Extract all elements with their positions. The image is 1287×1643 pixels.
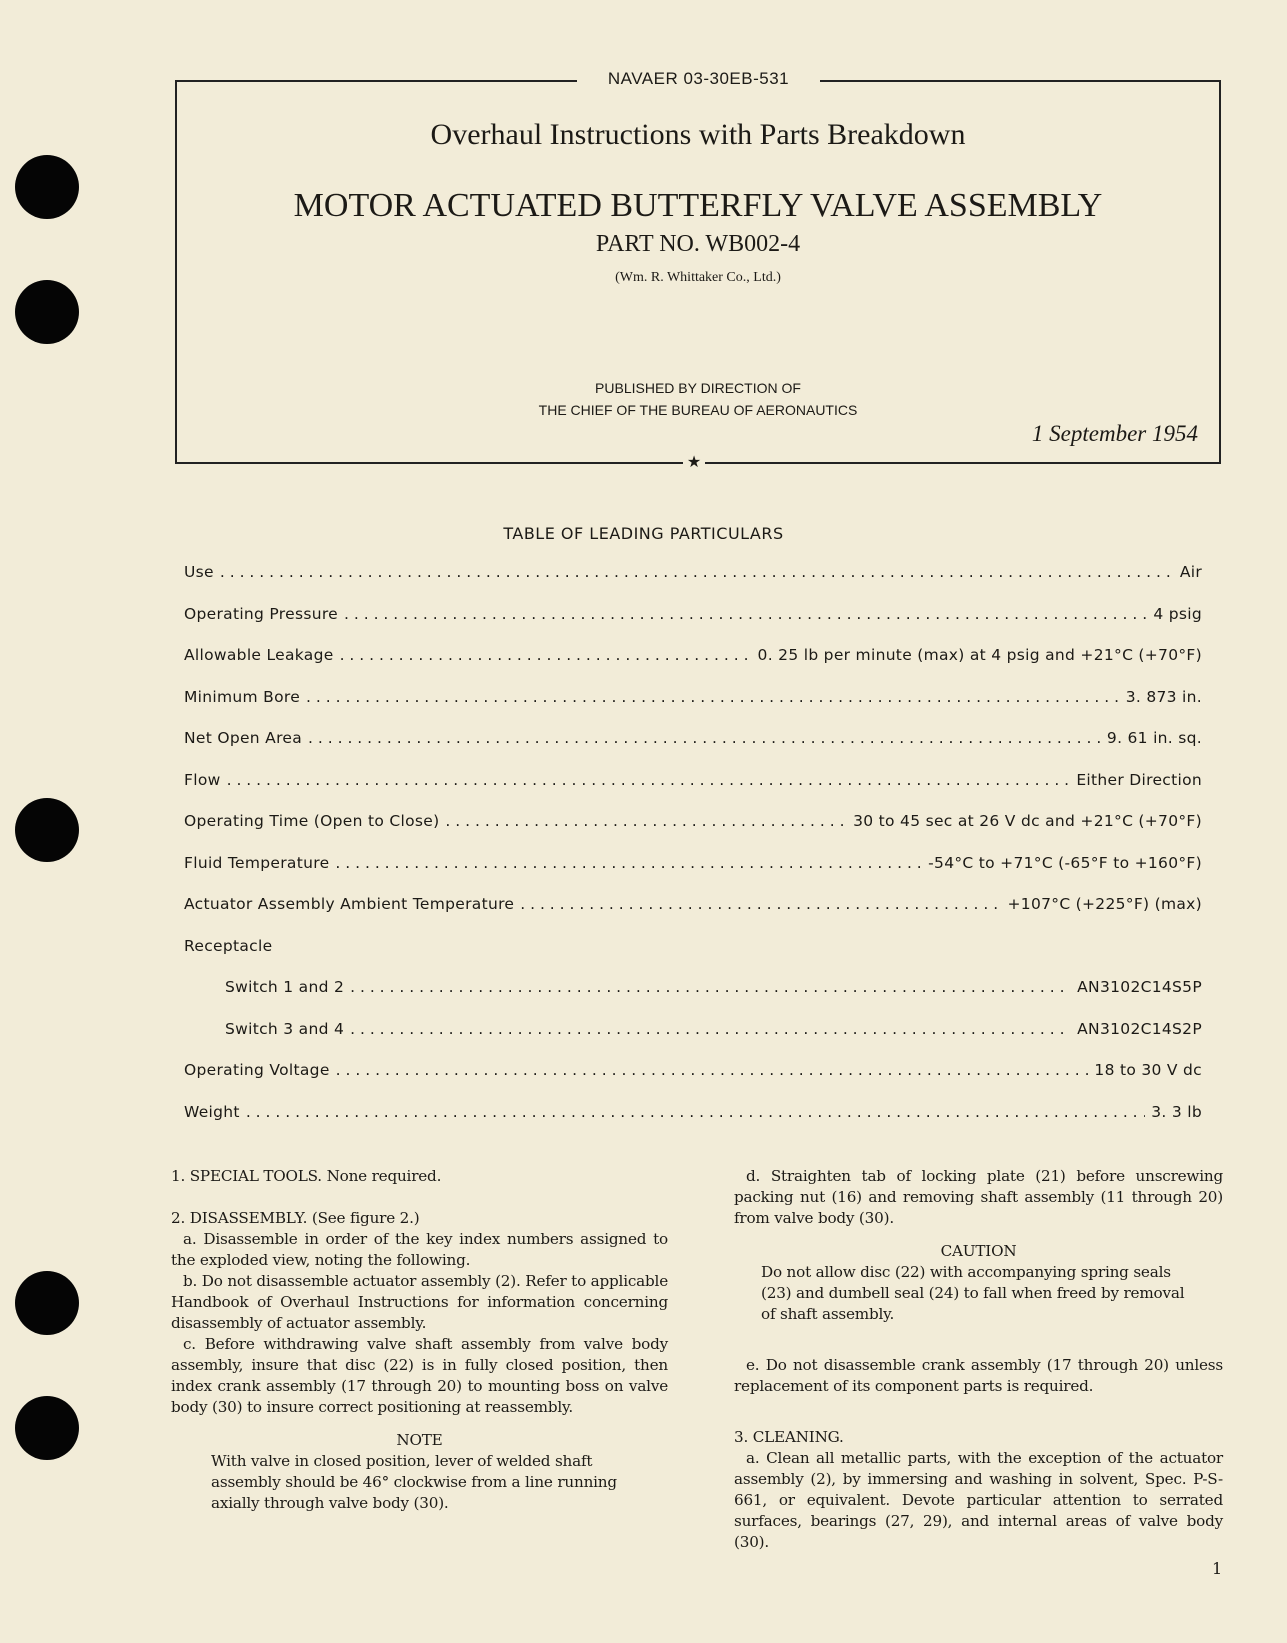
- publication-date: 1 September 1954: [1031, 421, 1198, 446]
- particulars-row: [184, 1103, 1202, 1121]
- caution-title: CAUTION: [940, 1242, 1017, 1260]
- table-title: TABLE OF LEADING PARTICULARS: [503, 524, 784, 543]
- leader-dots: [350, 1020, 1071, 1038]
- particulars-row: [184, 812, 1202, 830]
- section-disassembly: 2. DISASSEMBLY. (See figure 2.): [171, 1209, 420, 1227]
- published-line-1: PUBLISHED BY DIRECTION OF: [595, 380, 801, 396]
- particulars-row: [184, 605, 1202, 623]
- leader-dots: [220, 563, 1174, 581]
- leader-dots: [344, 605, 1147, 623]
- paragraph-a: a. Disassemble in order of the key index numbers assigned to the exploded view, noting the following.: [171, 1230, 668, 1269]
- particulars-value: Either Direction: [1076, 770, 1202, 789]
- leader-dots: [340, 646, 752, 664]
- particulars-row: [225, 978, 1202, 996]
- note-text: With valve in closed position, lever of welded shaft assembly should be 46° clockwise from a line running axially through valve body (30).: [211, 1452, 617, 1512]
- particulars-value: 18 to 30 V dc: [1094, 1061, 1202, 1079]
- particulars-row: [184, 646, 1202, 664]
- section-cleaning: 3. CLEANING.: [734, 1428, 844, 1446]
- binder-hole: [15, 1271, 79, 1335]
- particulars-row: [184, 895, 1202, 913]
- particulars-label: Allowable Leakage: [184, 646, 334, 664]
- particulars-value: -54°C to +71°C (-65°F to +160°F): [928, 853, 1202, 872]
- particulars-value: +107°C (+225°F) (max): [1007, 895, 1202, 913]
- leader-dots: [520, 895, 1001, 913]
- particulars-row: [184, 937, 1202, 955]
- particulars-label: Minimum Bore: [184, 687, 301, 706]
- document-title: MOTOR ACTUATED BUTTERFLY VALVE ASSEMBLY: [293, 187, 1103, 224]
- particulars-label: Operating Time (Open to Close): [184, 812, 440, 830]
- particulars-row: [184, 1061, 1202, 1079]
- particulars-label: Switch 1 and 2: [225, 978, 345, 996]
- particulars-label: Fluid Temperature: [184, 853, 330, 872]
- leader-dots: [246, 1103, 1145, 1121]
- paragraph-e: e. Do not disassemble crank assembly (17 through 20) unless replacement of its component parts is required.: [734, 1356, 1223, 1395]
- particulars-label: Receptacle: [184, 936, 273, 955]
- manufacturer: (Wm. R. Whittaker Co., Ltd.): [615, 270, 781, 285]
- particulars-value: 3. 3 lb: [1151, 1102, 1202, 1121]
- part-number: PART NO. WB002-4: [595, 231, 801, 257]
- particulars-row: [225, 1020, 1202, 1038]
- doc-number: NAVAER 03-30EB-531: [607, 69, 790, 88]
- note-title: NOTE: [396, 1431, 443, 1449]
- particulars-label: Actuator Assembly Ambient Temperature: [184, 895, 515, 913]
- binder-hole: [15, 155, 79, 219]
- leader-dots: [308, 729, 1101, 747]
- particulars-row: [184, 854, 1202, 872]
- leader-dots: [336, 1061, 1089, 1079]
- particulars-row: [184, 729, 1202, 747]
- box-top-line-right: [820, 80, 1221, 82]
- leader-dots: [445, 812, 847, 830]
- published-line-2: THE CHIEF OF THE BUREAU OF AERONAUTICS: [538, 402, 858, 418]
- particulars-label: Flow: [184, 770, 221, 789]
- paragraph-b: b. Do not disassemble actuator assembly (2). Refer to applicable Handbook of Overhaul Instructions for information concerning disassembly of actuator assembly.: [171, 1272, 668, 1332]
- left-column: [171, 1166, 668, 1514]
- particulars-row: [184, 771, 1202, 789]
- particulars-row: [184, 688, 1202, 706]
- section-special-tools: 1. SPECIAL TOOLS. None required.: [171, 1167, 442, 1185]
- leader-dots: [227, 771, 1071, 789]
- paragraph-d: d. Straighten tab of locking plate (21) before unscrewing packing nut (16) and removing shaft assembly (11 through 20) from valve body (30).: [734, 1167, 1223, 1227]
- particulars-label: Switch 3 and 4: [225, 1019, 345, 1038]
- leader-dots: [350, 978, 1071, 996]
- box-top-line-left: [175, 80, 577, 82]
- particulars-value: 9. 61 in. sq.: [1106, 729, 1202, 747]
- particulars-label: Operating Voltage: [184, 1061, 330, 1079]
- right-column: [734, 1166, 1223, 1553]
- box-bottom-line-right: [705, 462, 1221, 464]
- binder-hole: [15, 280, 79, 344]
- leader-dots: [306, 688, 1120, 706]
- particulars-label: Use: [184, 563, 214, 581]
- binder-hole: [15, 798, 79, 862]
- box-bottom-line-left: [175, 462, 683, 464]
- particulars-row: [184, 563, 1202, 581]
- star-icon: ★: [686, 454, 702, 471]
- page-number: 1: [1212, 1559, 1223, 1578]
- particulars-value: AN3102C14S5P: [1077, 978, 1202, 996]
- particulars-value: AN3102C14S2P: [1077, 1019, 1202, 1038]
- particulars-label: Net Open Area: [184, 729, 303, 747]
- binder-hole: [15, 1396, 79, 1460]
- particulars-value: Air: [1179, 563, 1202, 581]
- paragraph-c: c. Before withdrawing valve shaft assembly from valve body assembly, insure that disc (22) is in fully closed position, then index crank assembly (17 through 20) to mounting boss on valve body (30) to insure correct positioning at reassembly.: [171, 1335, 668, 1416]
- document-subtitle: Overhaul Instructions with Parts Breakdown: [430, 118, 966, 151]
- particulars-label: Operating Pressure: [184, 604, 339, 623]
- particulars-value: 4 psig: [1153, 604, 1202, 623]
- particulars-value: 3. 873 in.: [1125, 687, 1202, 706]
- particulars-value: 30 to 45 sec at 26 V dc and +21°C (+70°F): [853, 812, 1202, 830]
- cleaning-paragraph-a: a. Clean all metallic parts, with the exception of the actuator assembly (2), by immersing and washing in solvent, Spec. P-S-661, or equivalent. Devote particular attention to serrated surfaces, bearings (27, 29), and internal areas of valve body (30).: [734, 1449, 1223, 1551]
- caution-text: Do not allow disc (22) with accompanying spring seals (23) and dumbell seal (24) to fall when freed by removal of shaft assembly.: [761, 1263, 1185, 1323]
- leader-dots: [335, 854, 922, 872]
- particulars-value: 0. 25 lb per minute (max) at 4 psig and +21°C (+70°F): [757, 646, 1202, 664]
- particulars-label: Weight: [184, 1102, 240, 1121]
